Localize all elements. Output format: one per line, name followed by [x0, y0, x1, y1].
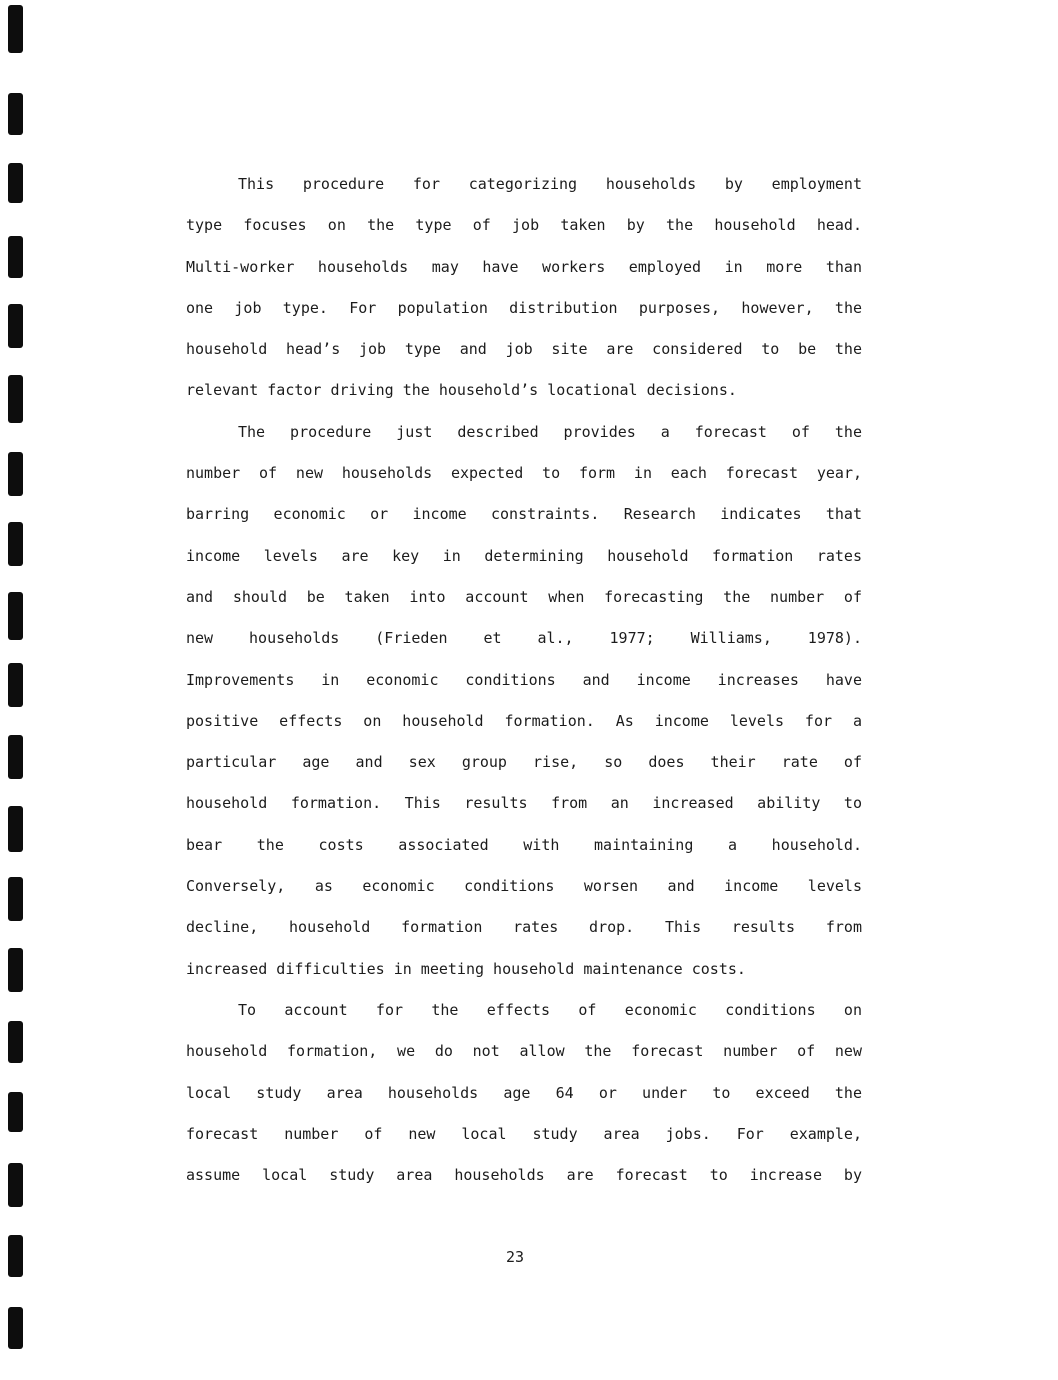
text-line: Improvements in economic conditions and income increases have [186, 670, 862, 689]
text-line: income levels are key in determining household formation rates [186, 546, 862, 565]
text-line: This procedure for categorizing households by employment [238, 175, 862, 193]
binding-marks [0, 0, 30, 1380]
binding-mark [8, 5, 23, 53]
binding-mark [8, 806, 23, 852]
binding-mark [8, 236, 23, 278]
document-body [186, 166, 862, 1198]
binding-mark [8, 735, 23, 779]
text-line: Conversely, as economic conditions worsen and income levels [186, 877, 862, 896]
text-line: bear the costs associated with maintaining a household. [186, 835, 862, 854]
text-line: one job type. For population distribution purposes, however, the [186, 298, 862, 317]
text-line: positive effects on household formation. As income levels for a [186, 711, 862, 730]
binding-mark [8, 592, 23, 640]
text-line: local study area households age 64 or under to exceed the [186, 1083, 862, 1102]
text-line: The procedure just described provides a forecast of the [238, 422, 862, 441]
binding-mark [8, 452, 23, 496]
text-line: increased difficulties in meeting household maintenance costs. [186, 959, 746, 978]
text-line: assume local study area households are forecast to increase by [186, 1166, 862, 1185]
text-line: relevant factor driving the household’s locational decisions. [186, 381, 737, 400]
text-line: barring economic or income constraints. Research indicates that [186, 505, 862, 524]
text-line: Multi-worker households may have workers employed in more than [186, 257, 862, 276]
text-line: household formation, we do not allow the forecast number of new [186, 1042, 862, 1061]
binding-mark [8, 877, 23, 921]
binding-mark [8, 1092, 23, 1132]
binding-mark [8, 375, 23, 423]
binding-mark [8, 1307, 23, 1349]
text-line: type focuses on the type of job taken by the household head. [186, 216, 862, 235]
text-line: number of new households expected to form in each forecast year, [186, 464, 862, 483]
text-line: particular age and sex group rise, so does their rate of [186, 753, 862, 772]
paragraph [186, 992, 862, 1198]
binding-mark [8, 1163, 23, 1207]
text-line: household formation. This results from an increased ability to [186, 794, 862, 813]
text-line: forecast number of new local study area jobs. For example, [186, 1124, 862, 1143]
text-line: and should be taken into account when forecasting the number of [186, 587, 862, 606]
binding-mark [8, 948, 23, 992]
binding-mark [8, 1021, 23, 1063]
text-line: To account for the effects of economic conditions on [238, 1000, 862, 1019]
binding-mark [8, 93, 23, 135]
text-line: household head’s job type and job site are considered to be the [186, 340, 862, 359]
text-line: decline, household formation rates drop. This results from [186, 918, 862, 937]
binding-mark [8, 663, 23, 707]
binding-mark [8, 522, 23, 566]
text-line: new households (Frieden et al., 1977; Williams, 1978). [186, 629, 862, 648]
binding-mark [8, 163, 23, 203]
paragraph [186, 166, 862, 414]
binding-mark [8, 304, 23, 348]
paragraph [186, 414, 862, 992]
page-number: 23 [505, 1248, 525, 1266]
